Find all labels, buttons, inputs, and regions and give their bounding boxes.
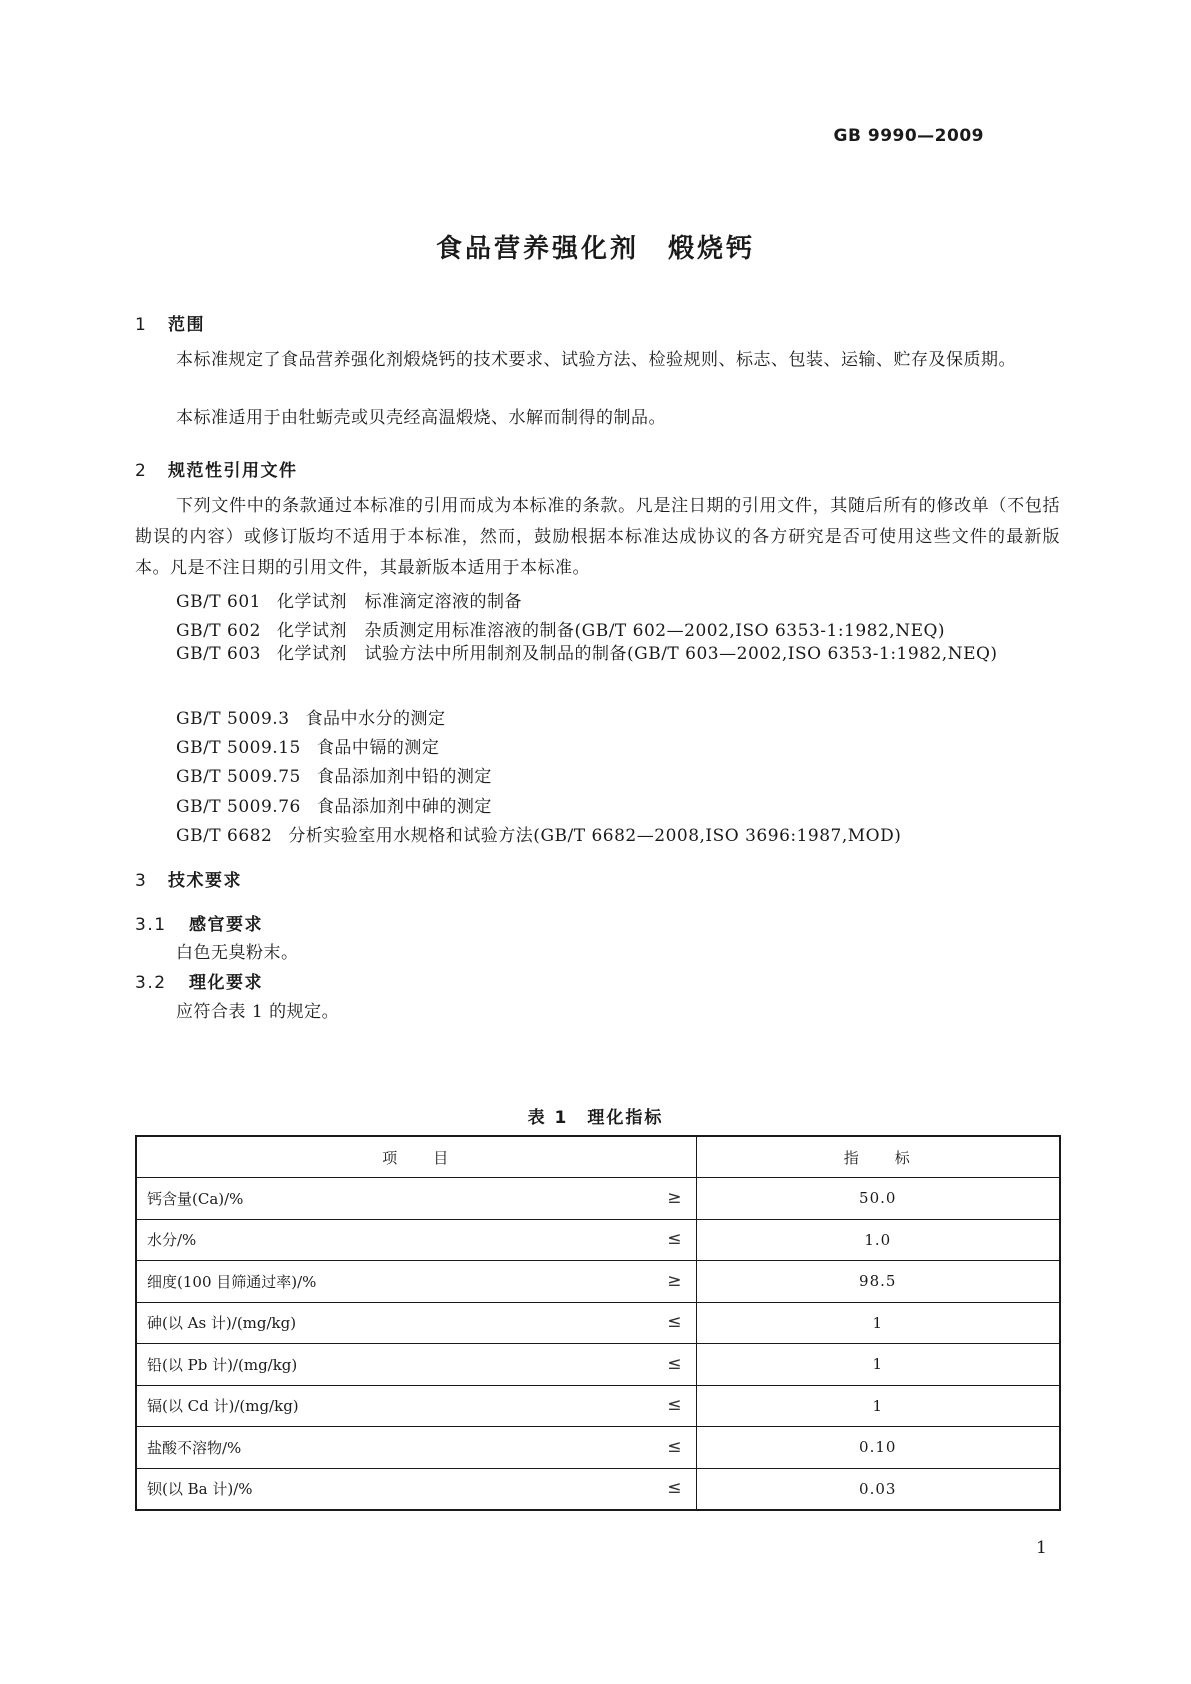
item-name: 水分/% <box>147 1231 197 1250</box>
reference-code: GB/T 6682 <box>176 826 273 846</box>
paragraph: 白色无臭粉末。 <box>176 943 299 963</box>
value-cell: 1.0 <box>696 1219 1060 1261</box>
item-cell <box>136 1178 696 1220</box>
section-3-heading <box>135 866 242 891</box>
reference-item <box>176 704 446 729</box>
comparison-sign: ≤ <box>667 1229 682 1250</box>
value-cell: 1 <box>696 1385 1060 1427</box>
paragraph: 本标准规定了食品营养强化剂煅烧钙的技术要求、试验方法、检验规则、标志、包装、运输、贮存及保质期。 <box>176 350 1016 370</box>
item-cell <box>136 1468 696 1510</box>
reference-code: GB/T 5009.76 <box>176 797 301 817</box>
table-caption: 表 1 理化指标 <box>527 1108 664 1128</box>
table-row <box>136 1261 1060 1303</box>
reference-code: GB/T 5009.3 <box>176 709 290 729</box>
value-cell: 98.5 <box>696 1261 1060 1303</box>
item-name: 钙含量(Ca)/% <box>147 1189 244 1208</box>
reference-title: 食品添加剂中铅的测定 <box>316 767 492 787</box>
table-row <box>136 1385 1060 1427</box>
comparison-sign: ≥ <box>667 1187 682 1208</box>
subsection-number: 3.1 <box>135 915 167 935</box>
reference-title: 食品中镉的测定 <box>316 738 440 758</box>
section-2-heading <box>135 456 298 481</box>
comparison-sign: ≥ <box>667 1270 682 1291</box>
reference-title: 食品添加剂中砷的测定 <box>316 797 492 817</box>
item-name: 铅(以 Pb 计)/(mg/kg) <box>147 1355 298 1374</box>
reference-item <box>176 821 901 846</box>
comparison-sign: ≤ <box>667 1353 682 1374</box>
table-row <box>136 1468 1060 1510</box>
section-title: 规范性引用文件 <box>168 461 298 481</box>
document-title: 食品营养强化剂 煅烧钙 <box>435 234 755 264</box>
table-row <box>136 1344 1060 1386</box>
comparison-sign: ≤ <box>667 1312 682 1333</box>
spec-table <box>135 1135 1061 1511</box>
comparison-sign: ≤ <box>667 1478 682 1498</box>
item-cell <box>136 1219 696 1261</box>
reference-code: GB/T 601 <box>176 592 261 612</box>
reference-item <box>176 733 439 758</box>
value-cell: 1 <box>696 1302 1060 1344</box>
section-title: 技术要求 <box>168 871 242 891</box>
subsection-number: 3.2 <box>135 973 167 993</box>
reference-title: 分析实验室用水规格和试验方法(GB/T 6682—2008,ISO 3696:1987,MOD) <box>288 826 902 846</box>
item-name: 盐酸不溶物/% <box>147 1438 242 1457</box>
value-cell: 50.0 <box>696 1178 1060 1220</box>
value-cell: 1 <box>696 1344 1060 1386</box>
section-1-heading <box>135 310 205 335</box>
section-title: 范围 <box>168 315 205 335</box>
reference-item <box>135 639 1060 670</box>
reference-item <box>176 762 492 787</box>
item-cell <box>136 1261 696 1303</box>
table-row <box>136 1427 1060 1469</box>
item-name: 砷(以 As 计)/(mg/kg) <box>147 1314 297 1333</box>
section-number: 1 <box>135 315 148 335</box>
column-header-value: 指 标 <box>696 1136 1060 1178</box>
value-cell: 0.03 <box>696 1468 1060 1510</box>
reference-code: GB/T 603 <box>176 644 261 664</box>
item-cell <box>136 1427 696 1469</box>
table-row <box>136 1219 1060 1261</box>
item-name: 镉(以 Cd 计)/(mg/kg) <box>147 1397 299 1416</box>
item-cell <box>136 1385 696 1427</box>
reference-item <box>176 587 522 612</box>
table-row <box>136 1302 1060 1344</box>
reference-code: GB/T 5009.15 <box>176 738 301 758</box>
reference-title: 化学试剂 杂质测定用标准溶液的制备(GB/T 602—2002,ISO 6353-1:1982,NEQ) <box>277 621 946 641</box>
reference-title: 化学试剂 标准滴定溶液的制备 <box>277 592 522 612</box>
column-header-item: 项 目 <box>136 1136 696 1178</box>
reference-title: 食品中水分的测定 <box>305 709 446 729</box>
reference-title: 化学试剂 试验方法中所用制剂及制品的制备(GB/T 603—2002,ISO 6353-1:1982,NEQ) <box>277 644 998 664</box>
subsection-title: 理化要求 <box>189 973 263 993</box>
comparison-sign: ≤ <box>667 1395 682 1416</box>
section-number: 3 <box>135 871 148 891</box>
subsection-title: 感官要求 <box>189 915 263 935</box>
paragraph: 下列文件中的条款通过本标准的引用而成为本标准的条款。凡是注日期的引用文件，其随后所有的修改单（不包括勘误的内容）或修订版均不适用于本标准，然而，鼓励根据本标准达成协议的各方研究是否可使用这些文件的最新版本。凡是不注日期的引用文件，其最新版本适用于本标准。 <box>135 496 1060 578</box>
comparison-sign: ≤ <box>667 1436 682 1457</box>
section-number: 2 <box>135 461 148 481</box>
subsection-3-1-heading <box>135 910 263 935</box>
paragraph: 本标准适用于由牡蛎壳或贝壳经高温煅烧、水解而制得的制品。 <box>176 408 666 428</box>
item-cell <box>136 1302 696 1344</box>
subsection-3-2-heading <box>135 968 263 993</box>
paragraph: 应符合表 1 的规定。 <box>176 1002 340 1022</box>
item-cell <box>136 1344 696 1386</box>
reference-item <box>176 792 492 817</box>
standard-code: GB 9990—2009 <box>833 126 984 146</box>
table-header-row <box>136 1136 1060 1178</box>
item-name: 钡(以 Ba 计)/% <box>147 1480 253 1498</box>
page-number: 1 <box>1036 1538 1047 1558</box>
table-row <box>136 1178 1060 1220</box>
value-cell: 0.10 <box>696 1427 1060 1469</box>
reference-code: GB/T 602 <box>176 621 261 641</box>
item-name: 细度(100 目筛通过率)/% <box>147 1272 317 1291</box>
reference-item <box>176 616 945 641</box>
reference-code: GB/T 5009.75 <box>176 767 301 787</box>
